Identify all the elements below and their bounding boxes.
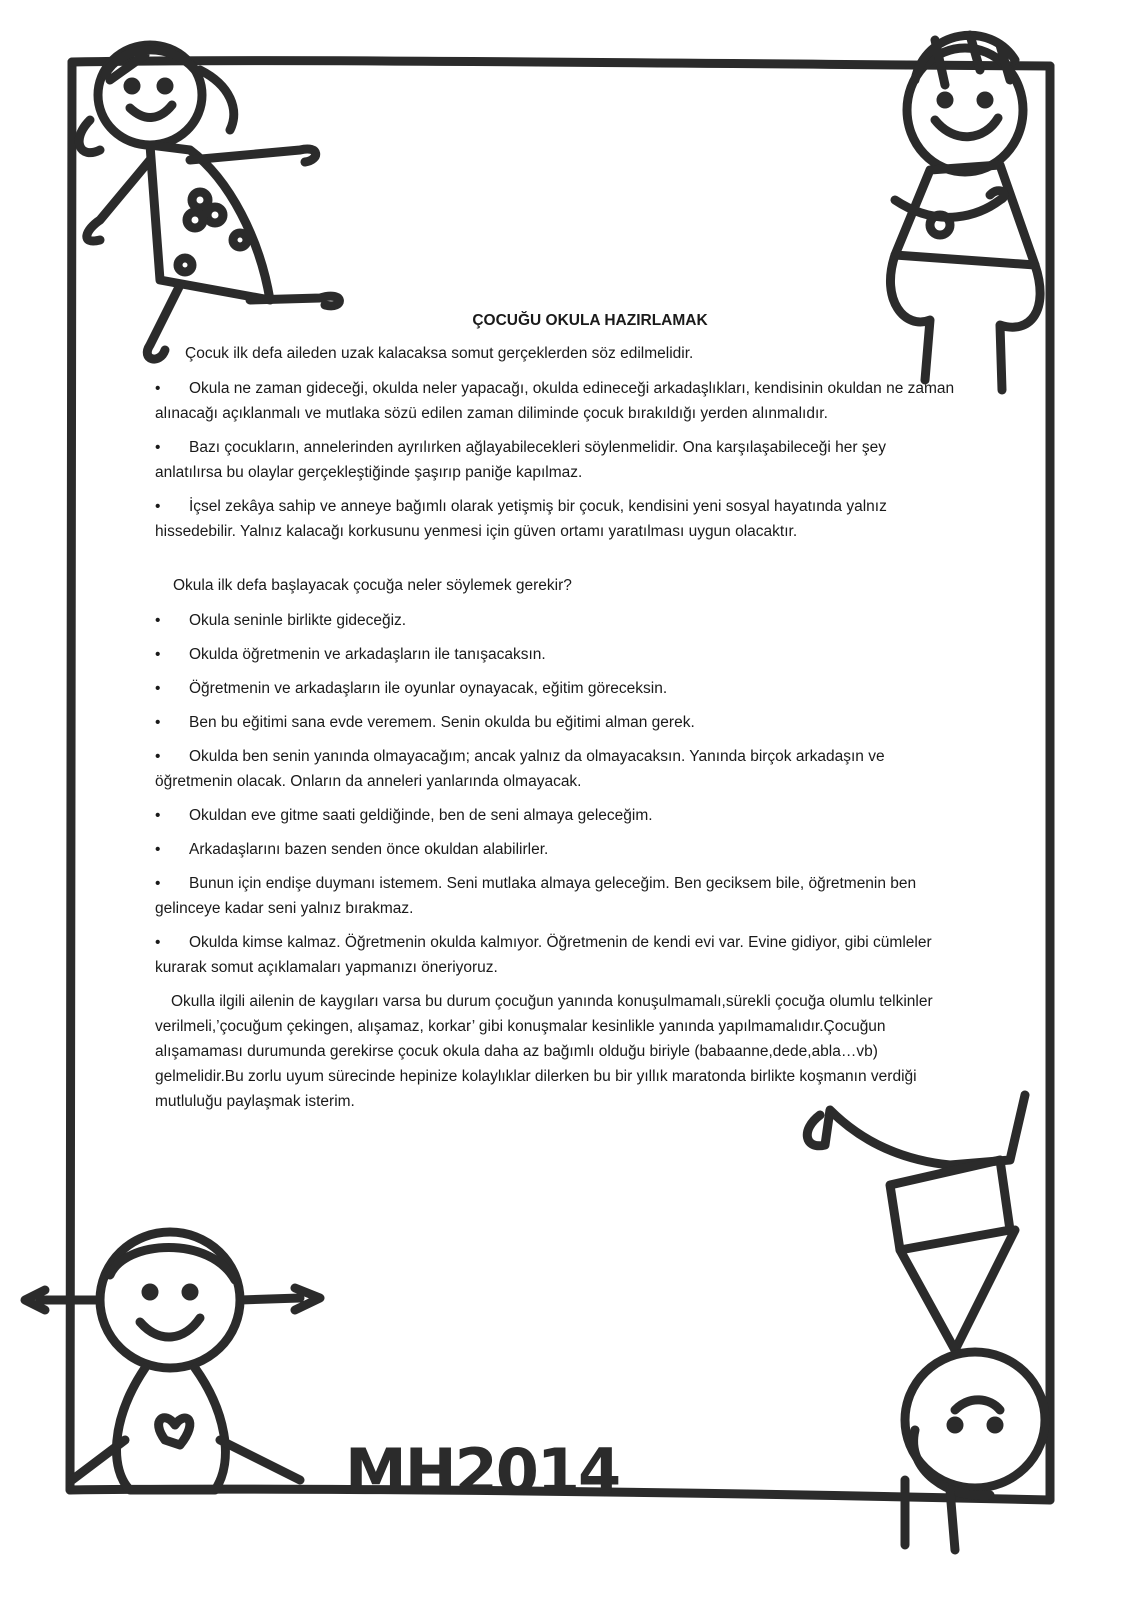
points-list-1 xyxy=(155,376,955,544)
list-item xyxy=(155,744,955,794)
list-item xyxy=(155,608,955,633)
border-right xyxy=(1049,66,1051,1500)
bottom-right-upside-down-figure xyxy=(807,1095,1045,1550)
signature: MH2014 xyxy=(345,1435,620,1508)
list-item-text: Okulda ben senin yanında olmayacağım; ancak yalnız da olmayacaksın. Yanında birçok arkadaşın ve öğretmenin olacak. Onların da anneleri yanlarında olmayacak. xyxy=(155,748,885,790)
list-item-text: İçsel zekâya sahip ve anneye bağımlı olarak yetişmiş bir çocuk, kendisini yeni sosyal hayatında yalnız hissedebilir. Yalnız kalacağı korkusunu yenmesi için güven ortamı yaratılması uygun olacaktır. xyxy=(155,498,887,540)
bullet-icon: • xyxy=(155,612,161,629)
page-title: ÇOCUĞU OKULA HAZIRLAMAK xyxy=(472,312,708,329)
bullet-icon: • xyxy=(155,748,161,765)
list-item-text: Öğretmenin ve arkadaşların ile oyunlar oynayacak, eğitim göreceksin. xyxy=(189,680,668,697)
bullet-icon: • xyxy=(155,714,161,731)
bullet-icon: • xyxy=(155,680,161,697)
list-item xyxy=(155,494,955,544)
list-item-text: Okulda kimse kalmaz. Öğretmenin okulda kalmıyor. Öğretmenin de kendi evi var. Evine gidiyor, gibi cümleler kurarak somut açıklamaları yapmanızı öneriyoruz. xyxy=(155,934,932,976)
list-item-text: Arkadaşlarını bazen senden önce okuldan alabilirler. xyxy=(189,841,549,858)
list-item xyxy=(155,930,955,980)
list-item xyxy=(155,376,955,426)
list-item-text: Okuldan eve gitme saati geldiğinde, ben de seni almaya geleceğim. xyxy=(189,807,653,824)
closing-paragraph: Okulla ilgili ailenin de kaygıları varsa bu durum çocuğun yanında konuşulmamalı,sürekli çocuğa olumlu telkinler verilmeli,’çocuğum çekingen, alışamaz, korkar’ gibi konuşmalar kesinlikle yanında yapılmamalıdır.Çocuğun alışamaması durumunda gerekirse çocuk okula daha az bağımlı olduğu biriyle (babaanne,dede,abla…vb) gelmelidir.Bu zorlu uyum sürecinde hepinize kolaylıklar dilerken bu bir yıllık maratonda birlikte koşmanın verdiği mutluluğu paylaşmak isterim. xyxy=(155,993,933,1110)
bullet-icon: • xyxy=(155,380,161,397)
list-item xyxy=(155,837,955,862)
question-heading: Okula ilk defa başlayacak çocuğa neler söylemek gerekir? xyxy=(173,577,572,594)
bullet-icon: • xyxy=(155,646,161,663)
bullet-icon: • xyxy=(155,498,161,515)
border-top xyxy=(72,61,1050,66)
bullet-icon: • xyxy=(155,439,161,456)
list-item-text: Okula seninle birlikte gideceğiz. xyxy=(189,612,407,629)
list-item-text: Okula ne zaman gideceği, okulda neler yapacağı, okulda edineceği arkadaşlıkları, kendisinin okuldan ne zaman alınacağı açıklanmalı ve mutlaka sözü edilen zaman diliminde çocuk bırakıldığı yerden alınmalıdır. xyxy=(155,380,955,422)
points-list-2 xyxy=(155,608,955,980)
list-item-text: Ben bu eğitimi sana evde veremem. Senin okulda bu eğitimi alman gerek. xyxy=(189,714,695,731)
list-item-text: Bunun için endişe duymanı istemem. Seni mutlaka almaya geleceğim. Ben geciksem bile, öğretmenin ben gelinceye kadar seni yalnız bırakmaz. xyxy=(155,875,917,917)
bullet-icon: • xyxy=(155,934,161,951)
list-item xyxy=(155,871,955,921)
bullet-icon: • xyxy=(155,841,161,858)
list-item xyxy=(155,676,955,701)
border-left xyxy=(70,62,72,1490)
list-item xyxy=(155,710,955,735)
list-item xyxy=(155,642,955,667)
list-item xyxy=(155,435,955,485)
bullet-icon: • xyxy=(155,807,161,824)
document-body xyxy=(155,300,955,1124)
intro-paragraph: Çocuk ilk defa aileden uzak kalacaksa somut gerçeklerden söz edilmelidir. xyxy=(185,345,694,362)
list-item-text: Bazı çocukların, annelerinden ayrılırken ağlayabilecekleri söylenmelidir. Ona karşılaşabileceği her şey anlatılırsa bu olaylar gerçekleştiğinde şaşırıp paniğe kapılmaz. xyxy=(155,439,886,481)
bullet-icon: • xyxy=(155,875,161,892)
list-item xyxy=(155,803,955,828)
list-item-text: Okulda öğretmenin ve arkadaşların ile tanışacaksın. xyxy=(189,646,546,663)
